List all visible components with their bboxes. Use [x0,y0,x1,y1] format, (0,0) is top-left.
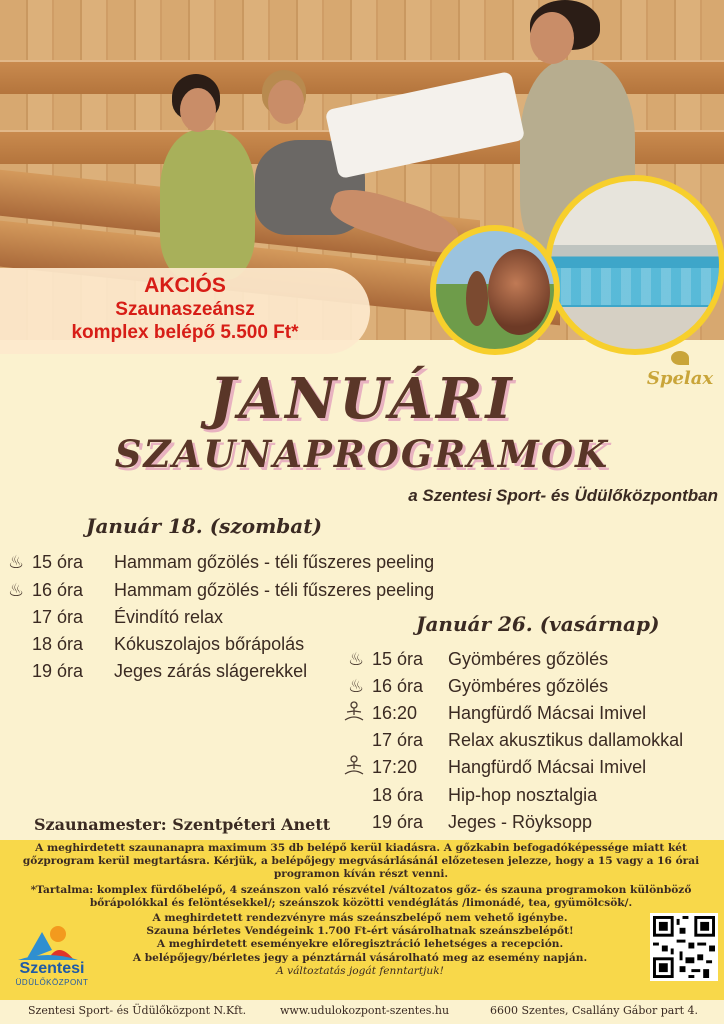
info-paragraph: A belépőjegy/bérletes jegy a pénztárnál vásárolható meg az esemény napján. [132,951,588,964]
info-paragraph: A meghirdetett rendezvényre más szeánszbelépő nem vehető igénybe. [152,912,568,924]
row-time: 19 óra [372,812,424,832]
meditation-icon [342,755,366,782]
steam-icon: ♨ [348,649,365,669]
logo-icon [18,920,78,960]
gong-small [466,271,488,326]
offer-line1: AKCIÓS [144,274,226,297]
steam-icon: ♨ [348,676,365,696]
offer-price: komplex belépő 5.500 Ft* [71,322,299,343]
row-time: 16:20 [372,703,418,723]
footer [0,1000,724,1024]
day1-heading: Január 18. (szombat) [86,514,322,538]
row-program: Hangfürdő Mácsai Imivel [448,703,647,723]
steam-icon: ♨ [8,580,25,600]
steam-icon: ♨ [8,552,25,572]
head [530,12,574,64]
qr-code[interactable] [650,913,718,981]
spelax-logo-text: Spelax [646,368,714,389]
row-time: 18 óra [32,634,84,654]
row-time: 17 óra [372,730,424,750]
qr-code-icon [653,916,715,978]
page-title: JANUÁRI [209,366,515,432]
person-left [160,130,255,280]
page-subtitle: a Szentesi Sport- és Üdülőközpontban [408,486,718,505]
row-program: Kókuszolajos bőrápolás [114,634,305,654]
info-paragraph: A meghirdetett eseményekre előregisztráció lehetséges a recepción. [156,938,564,951]
row-program: Hangfürdő Mácsai Imivel [448,757,647,777]
row-time: 17 óra [32,607,84,627]
row-time: 19 óra [32,661,84,681]
pool-water [551,268,719,305]
row-program: Hip-hop nosztalgia [448,785,598,805]
pool-photo [545,175,724,355]
offer-banner [0,268,370,354]
row-program: Hammam gőzölés - téli fűszeres peeling [114,552,435,572]
info-paragraph: *Tartalma: komplex fürdőbelépő, 4 szeánszon való részvétel /változatos gőz- és szauna programokon különböző bőrápolókkal és felöntésekkel/; szeánszok közötti vendéglátás /limonádé, tea, gyümölcsök/. [30,884,692,910]
row-program: Évindító relax [114,607,224,627]
info-paragraph: Szauna bérletes Vendégeink 1.700 Ft-ért vásárolhatnak szeánszbelépőt! [146,925,574,938]
head [180,88,216,132]
footer-company: Szentesi Sport- és Üdülőközpont N.Kft. [28,1004,247,1017]
row-time: 15 óra [32,552,84,572]
row-time: 15 óra [372,649,424,669]
row-program: Jeges zárás slágerekkel [114,661,308,681]
brand-logo [6,920,98,992]
row-program: Gyömbéres gőzölés [448,676,609,696]
row-time: 16 óra [32,580,84,600]
leaf-icon [671,351,689,365]
info-paragraph: A meghirdetett szaunanapra maximum 35 db belépő kerül kiadásra. A gőzkabin befogadóképessége miatt két gőzprogram kerül megtartásra. Kérjük, a belépőjegy megvásárlásánál előzetesen jelezze, hogy a 15 vagy a 16 órai programon kíván részt venni. [22,842,700,881]
disclaimer: A változtatás jogát fenntartjuk! [276,964,444,977]
gong-large [488,249,550,335]
row-time: 17:20 [372,757,418,777]
info-box [0,840,724,1000]
footer-website[interactable]: www.udulokozpont-szentes.hu [280,1004,450,1017]
row-program: Gyömbéres gőzölés [448,649,609,669]
row-time: 16 óra [372,676,424,696]
day2-heading: Január 26. (vasárnap) [416,612,660,636]
row-program: Jeges - Röyksopp [448,812,593,832]
offer-line2: Szaunaszeánsz [115,299,255,320]
row-program: Hammam gőzölés - téli fűszeres peeling [114,580,435,600]
row-time: 18 óra [372,785,424,805]
gong-photo [430,225,560,355]
brand-name: Szentesi [19,960,85,977]
head [268,80,304,124]
footer-address: 6600 Szentes, Csallány Gábor part 4. [490,1004,699,1017]
sauna-master: Szaunamester: Szentpéteri Anett [34,815,331,834]
page-title-line2: SZAUNAPROGRAMOK [114,432,610,476]
row-program: Relax akusztikus dallamokkal [448,730,684,750]
brand-sub: ÜDÜLŐKÖZPONT [15,978,89,987]
meditation-icon [342,701,366,728]
